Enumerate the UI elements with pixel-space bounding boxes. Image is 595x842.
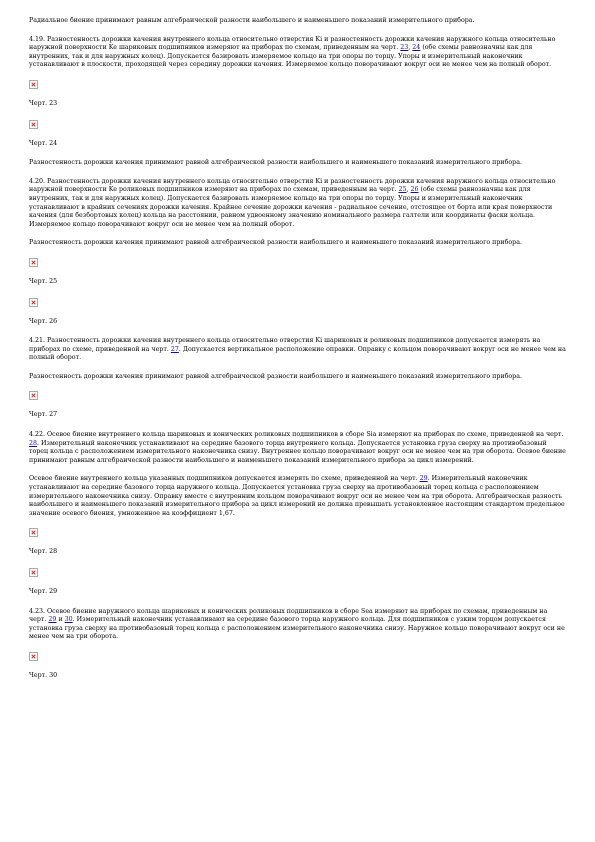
paragraph-text: 4.19. Разностенность дорожки качения внутреннего кольца относительно отверстия Ki и разностенность дорожки качения наружного кольца относительно наружной поверхности Ke шариковых подшипников измеряют на приборах по схемам, приведенным на черт. <box>29 35 556 52</box>
broken-image-icon <box>29 80 38 89</box>
paragraph-text: . Измерительный наконечник устанавливают на середине базового торца наружного кольца. Допускается установка груза сверху на противобазовый торец кольца с расположением измерительного наконечника снизу. Оправку вместе с внутренним кольцом поворачивают вокруг оси не менее чем на три оборота. Алгебраическая разность наибольшего и наименьшего показаний измерительного прибора за цикл измерений не должна превышать установленное настоящим стандартом предельное значение осевого биения, умноженное на коэффициент 1,67. <box>29 475 565 517</box>
paragraph-text: , <box>408 44 413 52</box>
paragraph-wall-thickness-result: Разностенность дорожки качения принимают равной алгебраической разности наибольшего и наименьшего показаний измерительного прибора. <box>29 159 522 167</box>
paragraph-axial-runout-alternative <box>29 475 566 518</box>
paragraph-text: 4.23. Осевое биение наружного кольца шариковых и конических роликовых подшипников в сборе Sea измеряют на приборах по схемам, приведенным на черт. <box>29 607 548 624</box>
link-chart-26[interactable]: 26 <box>410 186 419 194</box>
caption-chart-27: Черт. 27 <box>29 411 58 419</box>
link-chart-25[interactable]: 25 <box>398 186 407 194</box>
paragraph-text: (обе схемы равнозначны как для внутренних, так и для наружных колец). Допускается базировать измеряемое кольцо на три опоры по торцу. Упоры и измерительный наконечник устанавливают в плоскости, проходящей через середину дорожки качения. Измеряемое кольцо поворачивают вокруг оси не менее чем на полный оборот. <box>29 44 552 69</box>
paragraph-radial-runout-result: Радиальное биение принимают равным алгебраической разности наибольшего и наименьшего показаний измерительного прибора. <box>29 17 475 24</box>
caption-chart-29: Черт. 29 <box>29 588 58 595</box>
paragraph-4-19 <box>29 36 566 70</box>
paragraph-text: . Измерительный наконечник устанавливают на середине базового торца внутреннего кольца. Допускается установка груза сверху на противобазовый торец кольца с расположением измерительного наконечника снизу. Внутреннее кольцо поворачивают вокруг оси не менее чем на три оборота. Осевое биение принимают равным алгебраической разности наибольшего и наименьшего показаний измерительного прибора за цикл измерений. <box>29 439 566 464</box>
paragraph-4-21 <box>29 337 566 363</box>
link-chart-28[interactable]: 28 <box>29 439 38 447</box>
caption-chart-26: Черт. 26 <box>29 317 58 325</box>
caption-chart-28: Черт. 28 <box>29 548 58 556</box>
paragraph-wall-thickness-result: Разностенность дорожки качения принимают равной алгебраической разности наибольшего и наименьшего показаний измерительного прибора. <box>29 239 522 247</box>
paragraph-4-22 <box>29 431 566 465</box>
link-chart-29-b[interactable]: 29 <box>48 616 57 624</box>
caption-chart-24: Черт. 24 <box>29 139 58 147</box>
broken-image-icon <box>29 568 38 577</box>
paragraph-wall-thickness-result: Разностенность дорожки качения принимают равной алгебраической разности наибольшего и наименьшего показаний измерительного прибора. <box>29 372 522 380</box>
broken-image-icon <box>29 120 38 129</box>
link-chart-27[interactable]: 27 <box>170 345 179 353</box>
broken-image-icon <box>29 652 38 661</box>
paragraph-4-20 <box>29 178 566 230</box>
caption-chart-25: Черт. 25 <box>29 277 58 285</box>
broken-image-icon <box>29 528 38 537</box>
paragraph-text: 4.20. Разностенность дорожки качения внутреннего кольца относительно отверстия Ki и разностенность дорожки качения наружного кольца относительно наружной поверхности Ke роликовых подшипников измеряют на приборах по схемам, приведенным на черт. <box>29 177 556 194</box>
link-chart-23[interactable]: 23 <box>400 44 409 52</box>
paragraph-text: . Измерительный наконечник устанавливают на середине базового торца наружного кольца. Для подшипников с узким торцом допускается установка груза сверху на противобазовый торец кольца с расположением измерительного наконечника снизу. Наружное кольцо поворачивают вокруг оси не менее чем на три оборота. <box>29 616 565 641</box>
link-chart-29[interactable]: 29 <box>419 475 428 483</box>
broken-image-icon <box>29 391 38 400</box>
link-chart-24[interactable]: 24 <box>412 44 421 52</box>
paragraph-4-23 <box>29 608 566 642</box>
paragraph-text: 4.21. Разностенность дорожки качения внутреннего кольца относительно отверстия Ki шариковых и роликовых подшипников допускается измерять на приборах по схеме, приведенной на черт. <box>29 337 541 353</box>
paragraph-text: и <box>56 616 65 624</box>
paragraph-text: 4.22. Осевое биение внутреннего кольца шариковых и конических роликовых подшипников в сборе Sia измеряют на приборах по схеме, приведенной на черт. <box>29 431 564 439</box>
paragraph-text: . Допускается вертикальное расположение оправки. Оправку с кольцом поворачивают вокруг оси не менее чем на полный оборот. <box>29 345 566 362</box>
paragraph-text: (обе схемы равнозначны как для внутренних, так и для наружных колец). Допускается базировать измеряемое кольцо на три опоры по торцу. Упоры и измерительный наконечник устанавливают в крайних сечениях дорожки качения. Крайнее сечение дорожки качения - радиальное сечение, отстоящее от борта или края поверхности качения (для безбортовых колец) кольца на расстоянии, равном удвоенному значению номинального размера галтели или координаты фаски кольца. Измеряемое кольцо поворачивают вокруг оси не менее чем на полный оборот. <box>29 186 553 228</box>
broken-image-icon <box>29 298 38 307</box>
paragraph-text: , <box>406 186 411 194</box>
link-chart-30[interactable]: 30 <box>64 616 73 624</box>
paragraph-text: Осевое биение внутреннего кольца указанных подшипников допускается измерять по схеме, приведенной на черт. <box>29 475 420 483</box>
caption-chart-30: Черт. 30 <box>29 671 58 679</box>
broken-image-icon <box>29 258 38 267</box>
caption-chart-23: Черт. 23 <box>29 99 58 107</box>
